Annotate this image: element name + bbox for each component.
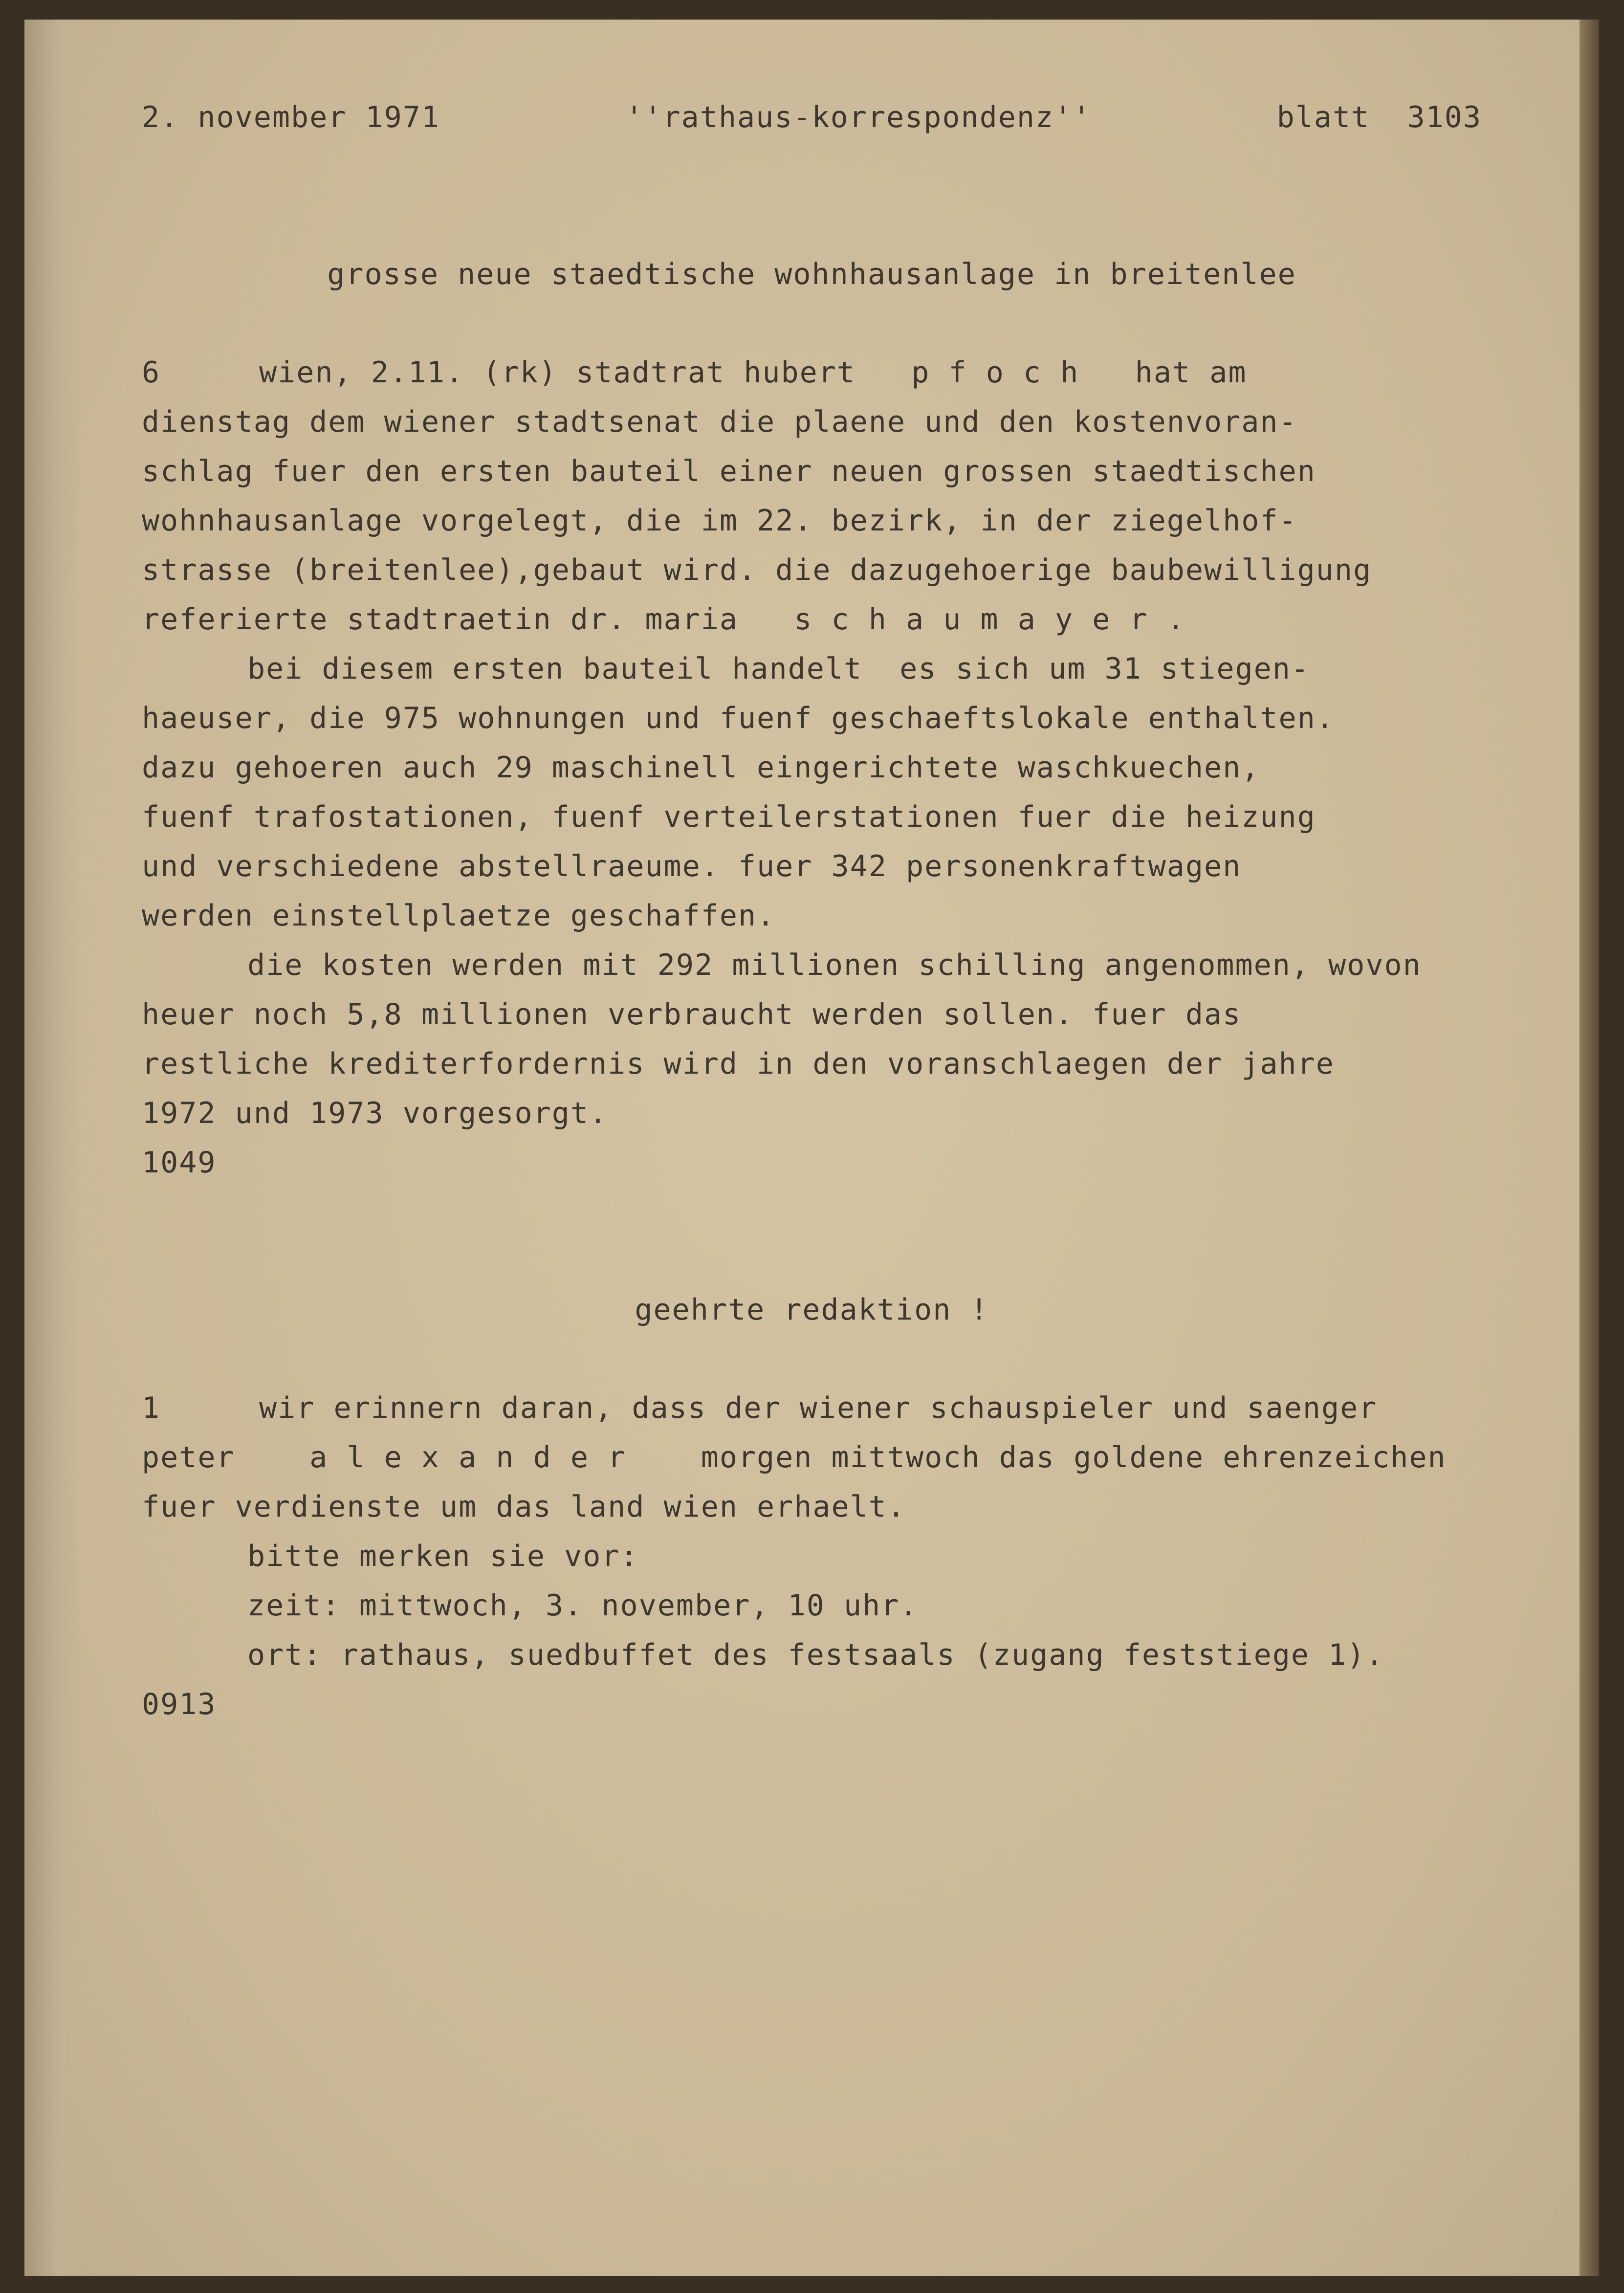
- typed-document: [142, 93, 1482, 1729]
- article-code: 1049: [142, 1146, 217, 1180]
- article-number: 6: [142, 355, 161, 390]
- text-line: wien, 2.11. (rk) stadtrat hubert p f o c h hat am: [259, 355, 1247, 390]
- text-line: peter a l e x a n d e r morgen mittwoch das goldene ehrenzeichen: [142, 1440, 1447, 1475]
- text-line: haeuser, die 975 wohnungen und fuenf geschaeftslokale enthalten.: [142, 701, 1335, 735]
- text-line: wohnhausanlage vorgelegt, die im 22. bezirk, in der ziegelhof-: [142, 504, 1297, 538]
- header-date: 2. november 1971: [142, 100, 440, 134]
- text-line: wir erinnern daran, dass der wiener schauspieler und saenger: [259, 1391, 1378, 1425]
- article-title: grosse neue staedtische wohnhausanlage in breitenlee: [327, 257, 1296, 291]
- text-line: referierte stadtraetin dr. maria s c h a u m a y e r .: [142, 602, 1185, 637]
- text-line: dienstag dem wiener stadtsenat die plaene und den kostenvoran-: [142, 405, 1297, 439]
- text-line: die kosten werden mit 292 millionen schilling angenommen, wovon: [247, 948, 1422, 982]
- article-first-line: [142, 348, 1482, 397]
- text-line: fuer verdienste um das land wien erhaelt.: [142, 1490, 906, 1524]
- text-line: restliche krediterfordernis wird in den voranschlaegen der jahre: [142, 1047, 1335, 1081]
- header-publication: ''rathaus-korrespondenz'': [625, 100, 1092, 134]
- text-line: fuenf trafostationen, fuenf verteilerstationen fuer die heizung: [142, 800, 1316, 834]
- header-sheet: blatt 3103: [1276, 100, 1482, 134]
- article-code: 0913: [142, 1687, 217, 1721]
- text-line: werden einstellplaetze geschaffen.: [142, 899, 776, 933]
- text-line: ort: rathaus, suedbuffet des festsaals (zugang feststiege 1).: [247, 1638, 1384, 1672]
- article-first-line: [142, 1384, 1482, 1433]
- page-header: [142, 93, 1482, 142]
- article-number: 1: [142, 1391, 161, 1425]
- text-line: strasse (breitenlee),gebaut wird. die dazugehoerige baubewilligung: [142, 553, 1372, 587]
- text-line: dazu gehoeren auch 29 maschinell eingerichtete waschkuechen,: [142, 750, 1260, 785]
- text-line: bitte merken sie vor:: [247, 1539, 639, 1573]
- greeting: geehrte redaktion !: [635, 1293, 989, 1327]
- text-line: 1972 und 1973 vorgesorgt.: [142, 1096, 608, 1130]
- page-edge: [1580, 20, 1599, 2276]
- page-binding-shadow: [24, 20, 83, 2276]
- text-line: zeit: mittwoch, 3. november, 10 uhr.: [247, 1588, 919, 1623]
- text-line: schlag fuer den ersten bauteil einer neuen grossen staedtischen: [142, 454, 1316, 488]
- text-line: bei diesem ersten bauteil handelt es sich um 31 stiegen-: [247, 652, 1310, 686]
- text-line: und verschiedene abstellraeume. fuer 342 personenkraftwagen: [142, 849, 1242, 883]
- text-line: heuer noch 5,8 millionen verbraucht werden sollen. fuer das: [142, 997, 1242, 1032]
- document-page: [24, 20, 1586, 2276]
- spacer: [142, 1188, 1482, 1285]
